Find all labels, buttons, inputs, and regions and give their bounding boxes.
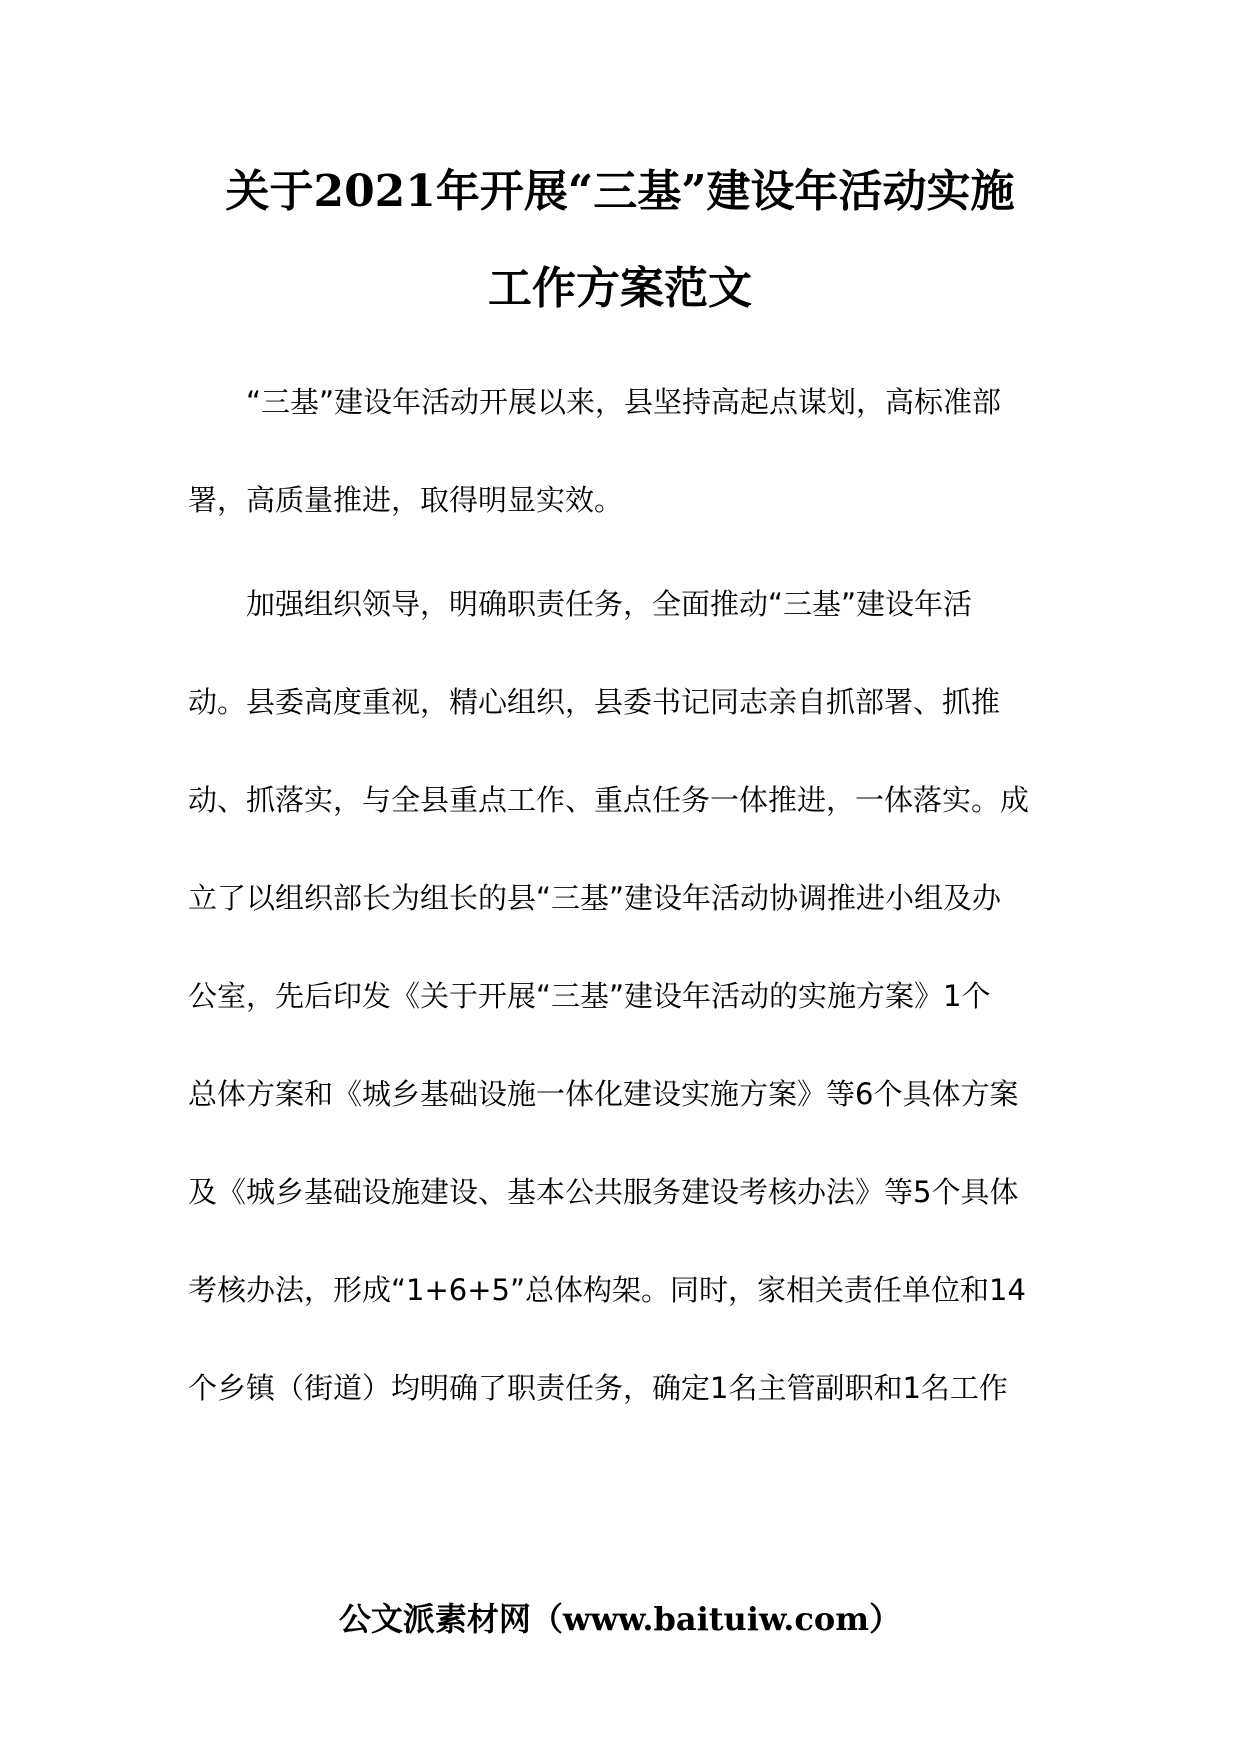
paragraph-2-line-8: 考核办法，形成“1+6+5”总体构架。同时，家相关责任单位和14 [188, 1273, 1026, 1307]
paragraph-2-line-3: 动、抓落实，与全县重点工作、重点任务一体推进，一体落实。成 [188, 783, 1030, 817]
paragraph-2-line-6: 总体方案和《城乡基础设施一体化建设实施方案》等6个具体方案 [188, 1077, 1019, 1111]
document-title-line-2: 工作方案范文 [488, 263, 752, 314]
paragraph-2-line-1: 加强组织领导，明确职责任务，全面推动“三基”建设年活 [246, 587, 973, 621]
paragraph-2-line-9: 个乡镇（街道）均明确了职责任务，确定1名主管副职和1名工作 [188, 1371, 1008, 1405]
paragraph-1-line-2: 署，高质量推进，取得明显实效。 [188, 483, 624, 517]
paragraph-2-line-4: 立了以组织部长为组长的县“三基”建设年活动协调推进小组及办 [188, 881, 1002, 915]
paragraph-2-line-2: 动。县委高度重视，精心组织，县委书记同志亲自抓部署、抓推 [188, 685, 1001, 719]
paragraph-2-line-5: 公室，先后印发《关于开展“三基”建设年活动的实施方案》1个 [188, 979, 991, 1013]
paragraph-2-line-7: 及《城乡基础设施建设、基本公共服务建设考核办法》等5个具体 [188, 1175, 1019, 1209]
document-title-line-1: 关于2021年开展“三基”建设年活动实施 [225, 166, 1015, 217]
page-footer: 公文派素材网（www.baituiw.com） [338, 1600, 902, 1638]
paragraph-1-line-1: “三基”建设年活动开展以来，县坚持高起点谋划，高标准部 [246, 385, 1002, 419]
